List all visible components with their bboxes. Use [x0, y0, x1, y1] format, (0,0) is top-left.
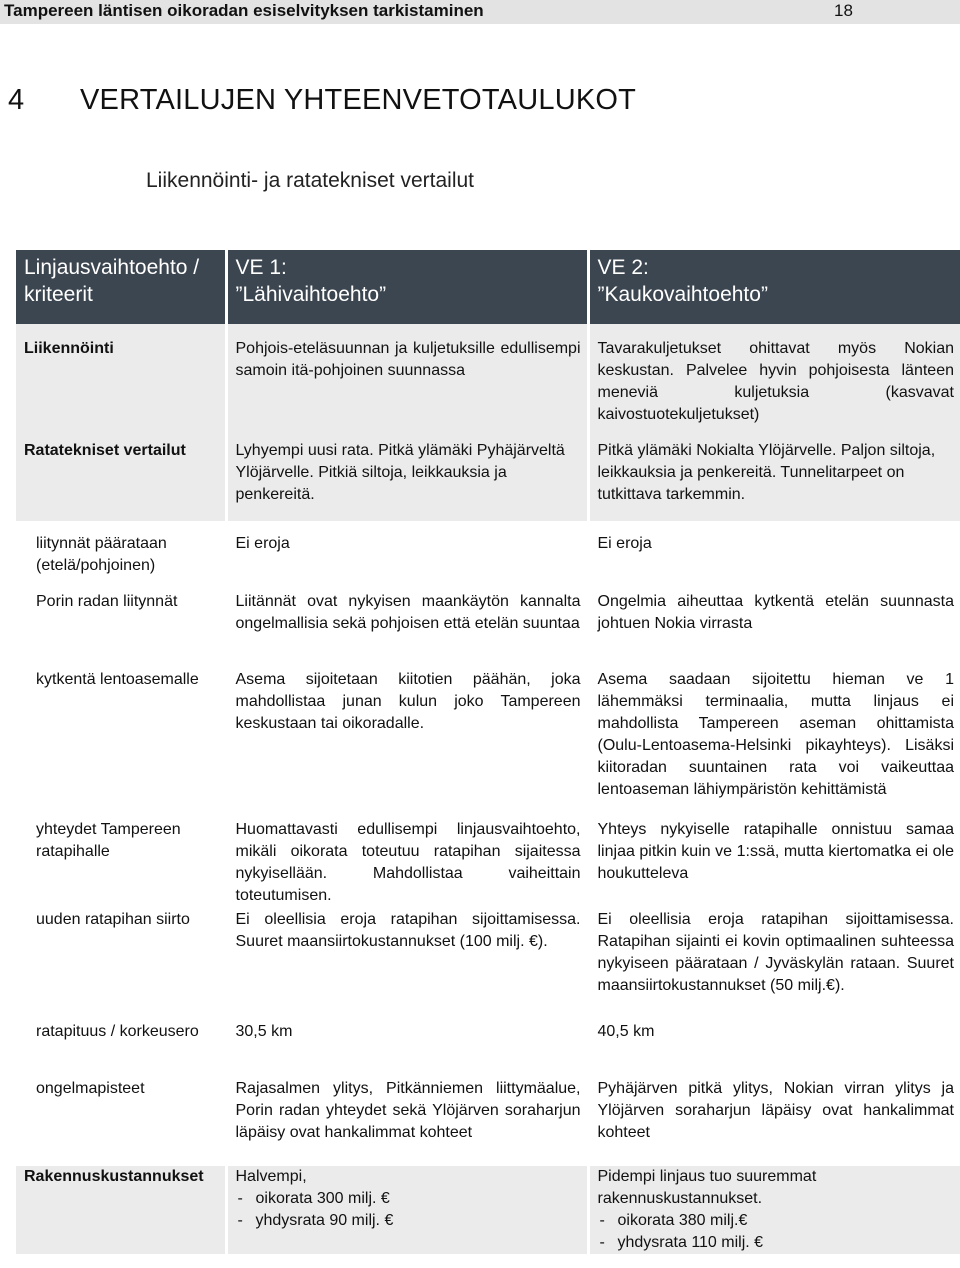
section-heading	[8, 82, 636, 118]
table-row	[16, 661, 960, 817]
running-header	[0, 0, 960, 24]
row-criteria: Ratatekniset vertailut	[16, 434, 226, 521]
header-ve2-line1: VE 2:	[597, 256, 649, 279]
row-criteria: yhteydet Tampereen ratapihalle	[36, 821, 181, 860]
row-ve2: Ongelmia aiheuttaa kytkentä etelän suunnasta johtuen Nokia virrasta	[588, 583, 960, 661]
row-criteria: Liikennöinti	[16, 324, 226, 434]
header-ve1	[226, 250, 588, 324]
row-ve2: 40,5 km	[588, 1019, 960, 1076]
cost-ve2-list	[598, 1210, 955, 1254]
row-criteria: Porin radan liitynnät	[36, 593, 178, 610]
row-ve2: Ei oleellisia eroja ratapihan sijoittamisessa. Ratapihan sijainti ei kovin optimaalinen suhteessa nykyiseen päärataan / Jyväskylän rataan. Suuret maansiirtokustannukset (50 milj.€).	[588, 907, 960, 1019]
header-criteria-label: Linjausvaihtoehto / kriteerit	[24, 256, 200, 306]
cost-ve1-list	[236, 1188, 581, 1232]
row-ve1: Rajasalmen ylitys, Pitkänniemen liittymäalue, Porin radan yhteydet sekä Ylöjärven soraharjun läpäisy ovat hankalimmat kohteet	[226, 1076, 588, 1166]
table-subheading: Liikennöinti- ja ratatekniset vertailut	[146, 169, 475, 192]
header-ve1-line1: VE 1:	[235, 256, 287, 279]
table-row	[16, 1076, 960, 1166]
cost-row	[16, 1166, 960, 1254]
row-ve2: Pitkä ylämäki Nokialta Ylöjärvelle. Paljon siltoja, leikkauksia ja penkereitä. Tunnelitarpeet on tutkittava tarkemmin.	[588, 434, 960, 521]
row-ve1: Ei eroja	[226, 521, 588, 583]
table-row	[16, 434, 960, 521]
document-title: Tampereen läntisen oikoradan esiselvityksen tarkistaminen	[4, 1, 484, 20]
row-criteria: ongelmapisteet	[36, 1080, 145, 1097]
list-item: - oikorata 380 milj.€	[598, 1210, 955, 1232]
list-item: - yhdysrata 110 milj. €	[598, 1232, 955, 1254]
row-ve2: Asema saadaan sijoitettu hieman ve 1 lähemmäksi terminaalia, mutta linjaus ei mahdollista Tampereen aseman ohittamista (Oulu-Lentoasema-Helsinki pikayhteys). Lisäksi kiitoradan suuntainen rata voi vaikeuttaa lentoaseman lähiympäristön kehittämistä	[588, 661, 960, 817]
page-number: 18	[834, 1, 853, 20]
header-ve2-line2: ”Kaukovaihtoehto”	[597, 283, 768, 306]
row-criteria: kytkentä lentoasemalle	[36, 671, 199, 688]
table-row	[16, 324, 960, 434]
row-ve1: Lyhyempi uusi rata. Pitkä ylämäki Pyhäjärveltä Ylöjärvelle. Pitkiä siltoja, leikkauksia ja penkereitä.	[226, 434, 588, 521]
table-row	[16, 907, 960, 1019]
cost-ve1-intro: Halvempi,	[235, 1168, 307, 1185]
cost-criteria: Rakennuskustannukset	[16, 1166, 226, 1254]
row-ve1: Asema sijoitetaan kiitotien päähän, joka mahdollistaa junan kulun joko Tampereen keskustaan tai oikoradalle.	[226, 661, 588, 817]
table-row	[16, 521, 960, 583]
table-row	[16, 1019, 960, 1076]
section-number: 4	[8, 84, 25, 116]
row-ve2: Tavarakuljetukset ohittavat myös Nokian keskustan. Palvelee hyvin pohjoisesta länteen meneviä kuljetuksia (kasvavat kaivostuotekuljetukset)	[588, 324, 960, 434]
row-ve1: 30,5 km	[226, 1019, 588, 1076]
header-criteria	[16, 250, 226, 324]
table-row	[16, 817, 960, 907]
row-ve2: Pyhäjärven pitkä ylitys, Nokian virran ylitys ja Ylöjärven soraharjun läpäisy ovat hankalimmat kohteet	[588, 1076, 960, 1166]
cost-ve1	[226, 1166, 588, 1254]
row-ve1: Pohjois-eteläsuunnan ja kuljetuksille edullisempi samoin itä-pohjoinen suunnassa	[226, 324, 588, 434]
cost-ve2-intro: Pidempi linjaus tuo suuremmat rakennuskustannukset.	[597, 1168, 817, 1207]
row-ve1: Huomattavasti edullisempi linjausvaihtoehto, mikäli oikorata toteutuu ratapihan sijaitessa nykyisellään. Mahdollistaa vaiheittain toteutumisen.	[226, 817, 588, 907]
row-criteria: uuden ratapihan siirto	[36, 911, 190, 928]
row-ve2: Ei eroja	[588, 521, 960, 583]
list-item: - oikorata 300 milj. €	[236, 1188, 581, 1210]
comparison-table	[16, 250, 960, 1254]
row-ve1: Liitännät ovat nykyisen maankäytön kannalta ongelmallisia sekä pohjoisen että etelän suuntaa	[226, 583, 588, 661]
list-item: - yhdysrata 90 milj. €	[236, 1210, 581, 1232]
table-row	[16, 583, 960, 661]
header-ve2	[588, 250, 960, 324]
row-ve1: Ei oleellisia eroja ratapihan sijoittamisessa. Suuret maansiirtokustannukset (100 milj. €).	[226, 907, 588, 1019]
cost-ve2	[588, 1166, 960, 1254]
row-criteria: ratapituus / korkeusero	[36, 1023, 199, 1040]
table-header-row	[16, 250, 960, 324]
section-title: VERTAILUJEN YHTEENVETOTAULUKOT	[80, 84, 637, 116]
row-ve2: Yhteys nykyiselle ratapihalle onnistuu samaa linjaa pitkin kuin ve 1:ssä, mutta kiertomatka ei ole houkutteleva	[588, 817, 960, 907]
header-ve1-line2: ”Lähivaihtoehto”	[235, 283, 387, 306]
row-criteria: liitynnät päärataan (etelä/pohjoinen)	[36, 535, 167, 574]
